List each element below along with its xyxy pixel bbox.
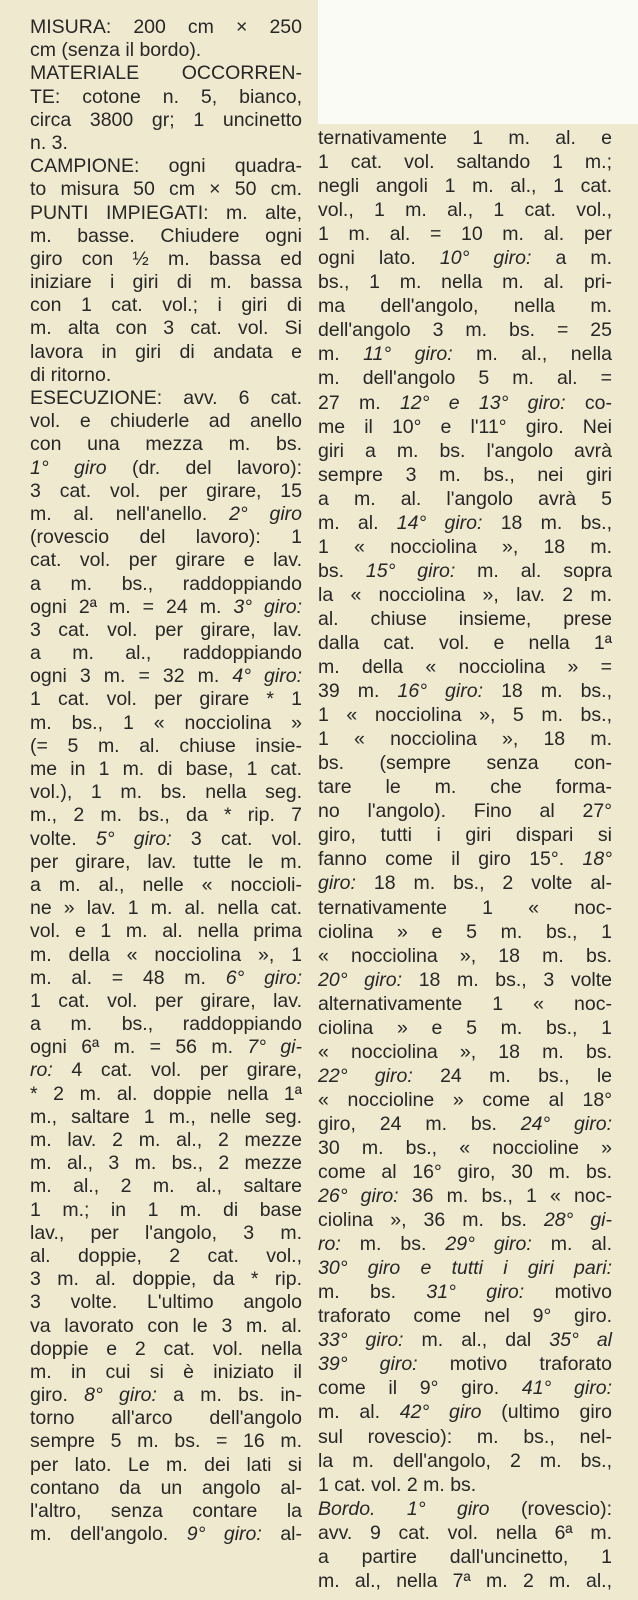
text-line: contano da un angolo al- bbox=[30, 1476, 302, 1499]
text-line bbox=[30, 596, 302, 619]
text-line: 1 « nocciolina », 18 m. bbox=[318, 535, 612, 558]
italic-text-segment: 4° giro: bbox=[232, 665, 302, 688]
text-line: dalla cat. vol. e nella 1ª bbox=[318, 631, 612, 654]
text-segment: 27 m. bbox=[318, 391, 400, 414]
text-line bbox=[318, 679, 612, 703]
text-segment: al- bbox=[261, 1523, 303, 1546]
text-line: torno all'arco dell'angolo bbox=[30, 1407, 302, 1430]
text-line bbox=[318, 1256, 612, 1280]
italic-text-segment: 18° bbox=[582, 848, 612, 871]
text-line: m. della « nocciolina » = bbox=[318, 656, 612, 679]
text-line: vol., 1 m. al., 1 cat. vol., bbox=[318, 199, 612, 222]
text-line: (= 5 m. al. chiuse insie- bbox=[30, 734, 302, 757]
text-line: « nocciolina », 18 m. bs. bbox=[318, 1040, 612, 1063]
text-segment: ogni 3 m. = 32 m. bbox=[30, 665, 233, 688]
italic-text-segment: 33° giro: bbox=[318, 1329, 404, 1352]
text-line bbox=[318, 847, 612, 871]
text-segment: (dr. del lavoro): bbox=[106, 456, 302, 479]
text-line bbox=[318, 246, 612, 270]
text-segment: m. bs. bbox=[340, 1233, 446, 1256]
text-line: (rovescio del lavoro): 1 bbox=[30, 526, 302, 549]
text-line bbox=[30, 1059, 302, 1082]
text-segment: 3 cat. vol. bbox=[171, 827, 303, 850]
text-line: me il 10° e l'11° giro. Nei bbox=[318, 415, 612, 438]
italic-text-segment: 42° giro bbox=[399, 1401, 482, 1424]
italic-text-segment: 35° al bbox=[549, 1329, 612, 1352]
text-line: ternativamente 1 « noc- bbox=[318, 896, 612, 919]
text-line: 3 cat. vol. per girare, lav. bbox=[30, 618, 302, 641]
text-segment: ciolina », 36 m. bs. bbox=[318, 1209, 544, 1232]
text-line bbox=[318, 871, 612, 895]
text-line: ne » lav. 1 m. al. nella cat. bbox=[30, 897, 302, 920]
text-line: m. della « nocciolina », 1 bbox=[30, 943, 302, 966]
text-line: a m. bs., raddoppiando bbox=[30, 572, 302, 595]
text-line: sul rovescio): m. bs., nel- bbox=[318, 1425, 612, 1448]
text-line: « nocciolina », 18 m. bs. bbox=[318, 944, 612, 967]
right-column bbox=[318, 126, 612, 1593]
italic-text-segment: 22° giro: bbox=[318, 1064, 413, 1087]
italic-text-segment: 16° giro: bbox=[397, 680, 483, 703]
text-line: traforato come nel 9° giro. bbox=[318, 1305, 612, 1328]
text-line: 30 m. bs., « noccioline » bbox=[318, 1136, 612, 1159]
text-line: al. chiuse insieme, prese bbox=[318, 607, 612, 630]
text-line: m. bs., 1 « nocciolina » bbox=[30, 711, 302, 734]
text-segment: m. al. sopra bbox=[455, 559, 612, 582]
text-segment: 24 m. bs., le bbox=[412, 1064, 612, 1087]
text-line bbox=[318, 1497, 612, 1521]
text-line: ma dell'angolo, nella m. bbox=[318, 295, 612, 318]
text-line: PUNTI IMPIEGATI: m. alte, bbox=[30, 201, 302, 224]
text-line bbox=[318, 342, 612, 366]
text-line: alternativamente 1 « noc- bbox=[318, 992, 612, 1015]
text-line bbox=[318, 1232, 612, 1256]
text-line: 3 m. al. doppie, da * rip. bbox=[30, 1268, 302, 1291]
text-line: to misura 50 cm × 50 cm. bbox=[30, 178, 302, 201]
italic-text-segment: ro: bbox=[30, 1059, 53, 1082]
text-line bbox=[30, 503, 302, 526]
text-segment: 39 m. bbox=[318, 680, 398, 703]
text-line: 3 cat. vol. per girare, 15 bbox=[30, 479, 302, 502]
text-line: m. alta con 3 cat. vol. Si bbox=[30, 317, 302, 340]
italic-text-segment: 2° giro bbox=[229, 502, 302, 525]
text-line: a m. al., nelle « noccioli- bbox=[30, 873, 302, 896]
text-line: di ritorno. bbox=[30, 363, 112, 386]
italic-text-segment: 9° giro: bbox=[186, 1523, 262, 1546]
italic-text-segment: 6° giro: bbox=[225, 966, 302, 989]
italic-text-segment: 8° giro: bbox=[84, 1384, 157, 1407]
text-segment: m. bbox=[318, 343, 364, 366]
italic-text-segment: giro: bbox=[318, 872, 356, 895]
text-line bbox=[318, 1376, 612, 1400]
text-line: la « nocciolina », lav. 2 m. bbox=[318, 583, 612, 606]
italic-text-segment: 41° giro: bbox=[521, 1377, 612, 1400]
text-line: vol. e 1 m. al. nella prima bbox=[30, 920, 302, 943]
text-segment: (ultimo giro bbox=[481, 1401, 613, 1424]
italic-text-segment: 7° gi- bbox=[247, 1036, 302, 1059]
text-line: MISURA: 200 cm × 250 bbox=[30, 16, 302, 38]
text-segment: m. dell'angolo. bbox=[30, 1523, 187, 1546]
text-segment: ogni lato. bbox=[318, 247, 440, 270]
text-line bbox=[318, 1112, 612, 1136]
text-segment: m. al., dal bbox=[403, 1329, 550, 1352]
text-line: lav., per l'angolo, 3 m. bbox=[30, 1221, 302, 1244]
text-segment: motivo bbox=[524, 1281, 612, 1304]
text-segment: m. al. bbox=[318, 1401, 400, 1424]
text-line: TE: cotone n. 5, bianco, bbox=[30, 85, 302, 108]
text-line: come al 16° giro, 30 m. bs. bbox=[318, 1161, 612, 1184]
text-line: 1 cat. vol. per girare * 1 bbox=[30, 688, 302, 711]
italic-text-segment: 12° e 13° giro: bbox=[399, 391, 566, 414]
text-line: va lavorato con le 3 m. al. bbox=[30, 1314, 302, 1337]
text-segment: volte. bbox=[30, 827, 96, 850]
text-segment: bs. bbox=[318, 559, 366, 582]
text-line: giri a m. bs. l'angolo avrà bbox=[318, 439, 612, 462]
text-line: tare le m. che forma- bbox=[318, 776, 612, 799]
italic-text-segment: 5° giro: bbox=[95, 827, 172, 850]
text-segment: 18 m. bs., bbox=[483, 680, 612, 703]
text-line: 1 cat. vol. 2 m. bs. bbox=[318, 1473, 477, 1496]
italic-text-segment: ro: bbox=[318, 1233, 341, 1256]
text-line: a m. bs., raddoppiando bbox=[30, 1013, 302, 1036]
text-line bbox=[318, 559, 612, 583]
text-line bbox=[30, 828, 302, 851]
text-segment: co- bbox=[565, 391, 612, 414]
text-line: a m. al., raddoppiando bbox=[30, 642, 302, 665]
text-line: iniziare i giri di m. bassa bbox=[30, 271, 302, 294]
text-line: con 1 cat. vol.; i giri di bbox=[30, 294, 302, 317]
text-line bbox=[318, 511, 612, 535]
text-line: m. in cui si è iniziato il bbox=[30, 1360, 302, 1383]
text-line: 1 cat. vol. saltando 1 m.; bbox=[318, 151, 612, 174]
text-line bbox=[30, 457, 302, 480]
text-line: con una mezza m. bs. bbox=[30, 433, 302, 456]
text-line bbox=[318, 1280, 612, 1304]
text-line bbox=[318, 1328, 612, 1352]
text-line: al. doppie, 2 cat. vol., bbox=[30, 1244, 302, 1267]
text-line: sempre 5 m. bs. = 16 m. bbox=[30, 1430, 302, 1453]
text-line bbox=[30, 1384, 302, 1407]
text-line: giro con ½ m. bassa ed bbox=[30, 247, 302, 270]
text-line: m., 2 m. bs., da * rip. 7 bbox=[30, 804, 302, 827]
blank-paper-patch bbox=[318, 0, 638, 124]
italic-text-segment: 30° giro e tutti i giri pari: bbox=[318, 1257, 612, 1280]
text-line bbox=[318, 1352, 612, 1376]
text-line: lavora in giri di andata e bbox=[30, 340, 302, 363]
text-line: doppie e 2 cat. vol. nella bbox=[30, 1337, 302, 1360]
text-segment: ogni 6ª m. = 56 m. bbox=[30, 1036, 248, 1059]
text-segment: m. al. bbox=[531, 1233, 612, 1256]
text-line bbox=[30, 1523, 302, 1546]
text-line: 3 volte. L'ultimo angolo bbox=[30, 1291, 302, 1314]
text-line bbox=[30, 967, 302, 990]
text-line: l'altro, senza contare la bbox=[30, 1500, 302, 1522]
text-segment: motivo traforato bbox=[417, 1353, 613, 1376]
text-line: CAMPIONE: ogni quadra- bbox=[30, 155, 302, 178]
text-line: circa 3800 gr; 1 uncinetto bbox=[30, 108, 302, 131]
text-line bbox=[30, 1036, 302, 1059]
text-line: 1 cat. vol. per girare, lav. bbox=[30, 989, 302, 1012]
italic-text-segment: 24° giro: bbox=[520, 1112, 612, 1135]
italic-text-segment: 15° giro: bbox=[365, 559, 456, 582]
text-line bbox=[318, 1184, 612, 1208]
text-line bbox=[318, 1208, 612, 1232]
text-segment: 4 cat. vol. per girare, bbox=[52, 1059, 302, 1082]
text-line: ternativamente 1 m. al. e bbox=[318, 127, 612, 149]
text-line: m. basse. Chiudere ogni bbox=[30, 224, 302, 247]
text-line: ciolina » e 5 m. bs., 1 bbox=[318, 1016, 612, 1039]
text-line: vol.), 1 m. bs. nella seg. bbox=[30, 781, 302, 804]
italic-text-segment: 20° giro: bbox=[318, 968, 403, 991]
text-segment: a m. bs. in- bbox=[156, 1384, 302, 1407]
text-segment: m. al. nell'anello. bbox=[30, 502, 230, 525]
text-line: * 2 m. al. doppie nella 1ª bbox=[30, 1082, 302, 1105]
text-segment: giro. bbox=[30, 1384, 85, 1407]
text-line: m. al., nella 7ª m. 2 m. al., bbox=[318, 1569, 612, 1592]
italic-text-segment: 1° giro bbox=[30, 456, 107, 479]
text-segment: 18 m. bs., 2 volte al- bbox=[355, 872, 612, 895]
text-line: 1 m.; in 1 m. di base bbox=[30, 1198, 302, 1221]
text-line: n. 3. bbox=[30, 131, 68, 154]
text-segment: 18 m. bs., 3 volte bbox=[402, 968, 613, 991]
text-line: m., saltare 1 m., nelle seg. bbox=[30, 1105, 302, 1128]
text-line: m. lav. 2 m. al., 2 mezze bbox=[30, 1129, 302, 1151]
italic-text-segment: 3° giro: bbox=[233, 595, 302, 618]
text-segment: come il 9° giro. bbox=[318, 1377, 522, 1400]
text-line: m. al., 3 m. bs., 2 mezze bbox=[30, 1152, 302, 1175]
text-line: avv. 9 cat. vol. nella 6ª m. bbox=[318, 1521, 612, 1544]
italic-text-segment: 29° giro: bbox=[445, 1233, 532, 1256]
text-line: bs. (sempre senza con- bbox=[318, 752, 612, 775]
text-segment: m. al. bbox=[318, 511, 397, 534]
text-segment: fanno come il giro 15°. bbox=[318, 848, 583, 871]
text-line: cm (senza il bordo). bbox=[30, 39, 202, 62]
text-segment: giro, 24 m. bs. bbox=[318, 1112, 521, 1135]
text-line: 1 m. al. = 10 m. al. per bbox=[318, 223, 612, 246]
italic-text-segment: 26° giro: bbox=[318, 1185, 399, 1208]
text-line: ESECUZIONE: avv. 6 cat. bbox=[30, 387, 302, 409]
text-line: m. dell'angolo 5 m. al. = bbox=[318, 367, 612, 390]
left-column bbox=[30, 16, 302, 1546]
text-line: 1 « nocciolina », 18 m. bbox=[318, 728, 612, 751]
text-line: negli angoli 1 m. al., 1 cat. bbox=[318, 175, 612, 198]
text-line: no l'angolo). Fino al 27° bbox=[318, 800, 612, 823]
text-line bbox=[318, 1064, 612, 1088]
text-segment: 18 m. bs., bbox=[482, 511, 612, 534]
text-segment: m. bs. bbox=[318, 1281, 427, 1304]
text-segment: m. al., nella bbox=[452, 343, 612, 366]
text-segment: ogni 2ª m. = 24 m. bbox=[30, 595, 234, 618]
text-line: cat. vol. per girare e lav. bbox=[30, 549, 302, 572]
text-line bbox=[318, 391, 612, 415]
text-line: la m. dell'angolo, 2 m. bs., bbox=[318, 1449, 612, 1472]
italic-text-segment: 31° giro: bbox=[426, 1281, 525, 1304]
text-line: dell'angolo 3 m. bs. = 25 bbox=[318, 319, 612, 342]
text-line: sempre 3 m. bs., nei giri bbox=[318, 463, 612, 486]
text-line: a partire dall'uncinetto, 1 bbox=[318, 1545, 612, 1568]
italic-text-segment: 28° gi- bbox=[543, 1209, 613, 1232]
text-line: bs., 1 m. nella m. al. pri- bbox=[318, 271, 612, 294]
text-segment: (rovescio): bbox=[489, 1497, 613, 1520]
text-segment: m. al. = 48 m. bbox=[30, 966, 226, 989]
text-line: per lato. Le m. dei lati si bbox=[30, 1453, 302, 1476]
text-line: 1 « nocciolina », 5 m. bs., bbox=[318, 704, 612, 727]
text-line: ciolina » e 5 m. bs., 1 bbox=[318, 920, 612, 943]
italic-text-segment: 10° giro: bbox=[439, 247, 532, 270]
text-line: vol. e chiuderle ad anello bbox=[30, 410, 302, 433]
text-line bbox=[30, 665, 302, 688]
italic-text-segment: 14° giro: bbox=[396, 511, 483, 534]
italic-text-segment: 11° giro: bbox=[363, 343, 453, 366]
italic-text-segment: 39° giro: bbox=[318, 1353, 418, 1376]
text-line: me in 1 m. di base, 1 cat. bbox=[30, 758, 302, 780]
text-line: giro, tutti i giri dispari si bbox=[318, 824, 612, 847]
text-line: per girare, lav. tutte le m. bbox=[30, 850, 302, 873]
text-line: a m. al. l'angolo avrà 5 bbox=[318, 487, 612, 510]
italic-text-segment: Bordo. 1° giro bbox=[318, 1497, 490, 1520]
text-segment: 36 m. bs., 1 « noc- bbox=[398, 1185, 612, 1208]
text-segment: a m. bbox=[531, 247, 613, 270]
text-line: MATERIALE OCCORREN- bbox=[30, 62, 302, 85]
text-line bbox=[318, 1400, 612, 1424]
text-line bbox=[318, 968, 612, 992]
text-line: « noccioline » come al 18° bbox=[318, 1088, 612, 1111]
text-line: m. al., 2 m. al., saltare bbox=[30, 1175, 302, 1198]
